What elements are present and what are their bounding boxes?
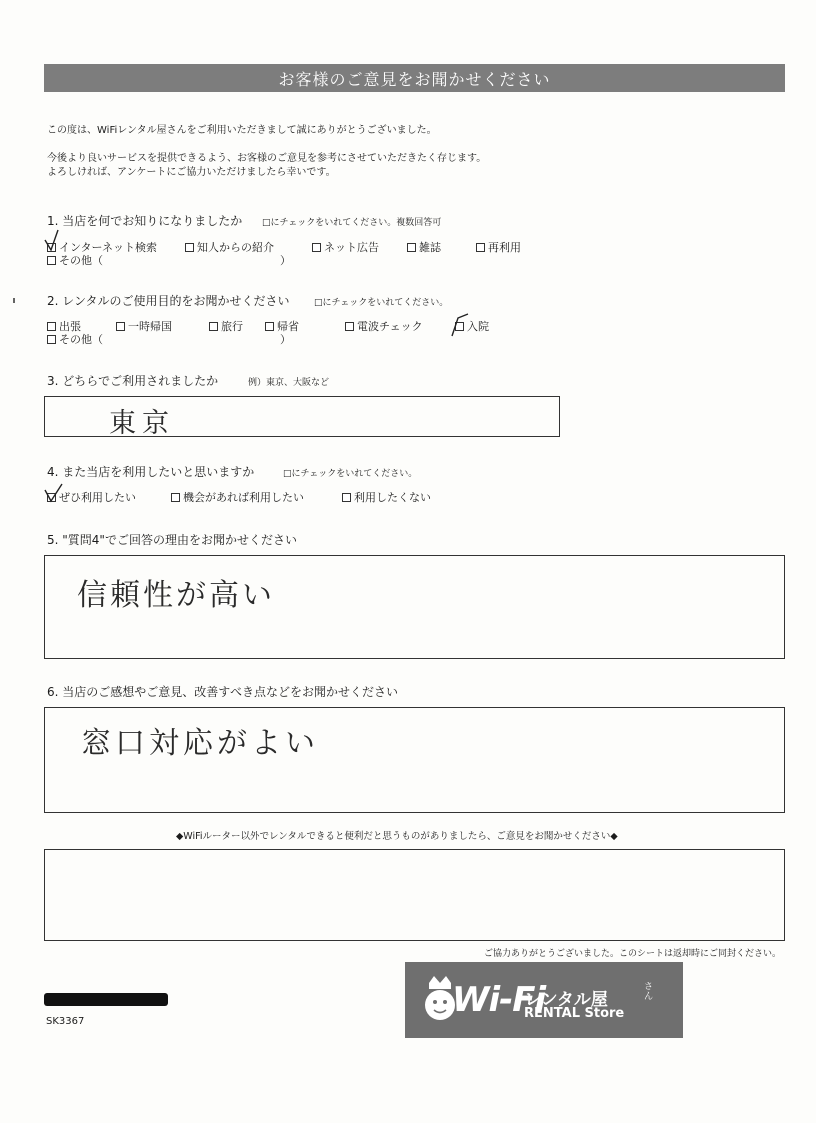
q6-answer-box[interactable] <box>44 707 785 813</box>
checkbox[interactable] <box>476 243 485 252</box>
form-title: お客様のご意見をお聞かせください <box>44 64 785 92</box>
q6-handwritten-answer: 窓口対応がよい <box>81 726 319 761</box>
q2-option-business-trip[interactable]: 出張 <box>47 318 81 334</box>
intro-line-1: この度は、WiFiレンタル屋さんをご利用いただきまして誠にありがとうございました。 <box>47 125 437 136</box>
q2-option-temporary-return[interactable]: 一時帰国 <box>116 318 172 334</box>
q2-option-hospital[interactable]: 入院 <box>455 318 489 334</box>
checkbox[interactable] <box>47 322 56 331</box>
q5-answer-box[interactable] <box>44 555 785 659</box>
logo-rental-store-text: RENTAL Store <box>524 1006 625 1021</box>
q2-option-signal-check[interactable]: 電波チェック <box>345 318 423 334</box>
q7-title: ◆WiFiルーター以外でレンタルできると便利だと思うものがありましたら、ご意見をお聞かせください◆ <box>176 831 618 842</box>
checkbox[interactable] <box>407 243 416 252</box>
checkbox[interactable] <box>171 493 180 502</box>
q3-note: 例）東京、大阪など <box>248 378 330 388</box>
q4-option-no[interactable]: 利用したくない <box>342 489 431 505</box>
intro-line-2: 今後より良いサービスを提供できるよう、お客様のご意見を参考にさせていただきたく存じます。 <box>47 153 487 164</box>
q5-handwritten-answer: 信頼性が高い <box>77 578 275 613</box>
q1-title: 1. 当店を何でお知りになりましたか <box>47 214 243 228</box>
q3-title: 3. どちらでご利用されましたか <box>47 374 219 388</box>
q2-note: □にチェックをいれてください。 <box>314 298 449 308</box>
checkbox[interactable] <box>116 322 125 331</box>
checkbox[interactable] <box>312 243 321 252</box>
q1-option-internet[interactable]: インターネット検索 <box>47 239 157 255</box>
checkbox[interactable] <box>345 322 354 331</box>
q3-handwritten-answer: 東京 <box>109 408 175 439</box>
q1-option-referral[interactable]: 知人からの紹介 <box>185 239 274 255</box>
q4-option-if-opportunity[interactable]: 機会があれば利用したい <box>171 489 304 505</box>
q4-title: 4. また当店を利用したいと思いますか <box>47 465 255 479</box>
q1-option-reuse[interactable]: 再利用 <box>476 239 521 255</box>
checkbox-checked[interactable] <box>455 322 464 331</box>
logo-rental-ya-text: レンタル屋 <box>524 990 608 1010</box>
q4-option-definitely[interactable]: ぜひ利用したい <box>47 489 136 505</box>
q2-option-homecoming[interactable]: 帰省 <box>265 318 299 334</box>
checkbox[interactable] <box>342 493 351 502</box>
q2-other-close-paren: ） <box>280 333 291 346</box>
logo-san-text: さん <box>644 982 654 1002</box>
logo-wifi-text: Wi-Fi <box>452 980 546 1020</box>
checkbox[interactable] <box>209 322 218 331</box>
q2-option-other[interactable]: その他（ <box>47 331 103 347</box>
q1-option-magazine[interactable]: 雑誌 <box>407 239 441 255</box>
q5-title: 5. "質問4"でご回答の理由をお聞かせください <box>47 533 297 547</box>
q2-option-travel[interactable]: 旅行 <box>209 318 243 334</box>
serial-number: SK3367 <box>46 1016 85 1027</box>
q3-answer-box[interactable] <box>44 396 560 437</box>
checkbox[interactable] <box>47 335 56 344</box>
checkbox-checked[interactable] <box>47 493 56 502</box>
checkbox-checked[interactable] <box>47 243 56 252</box>
q1-option-other[interactable]: その他（ <box>47 252 103 268</box>
q6-title: 6. 当店のご感想やご意見、改善すべき点などをお聞かせください <box>47 685 399 699</box>
q7-answer-box[interactable] <box>44 849 785 941</box>
q2-title: 2. レンタルのご使用目的をお聞かせください <box>47 294 290 308</box>
redacted-barcode-number <box>44 993 168 1006</box>
q4-note: □にチェックをいれてください。 <box>283 469 418 479</box>
q1-other-close-paren: ） <box>280 254 291 267</box>
intro-line-3: よろしければ、アンケートにご協力いただけましたら幸いです。 <box>47 167 336 178</box>
q1-note: □にチェックをいれてください。複数回答可 <box>262 218 442 228</box>
checkbox[interactable] <box>185 243 194 252</box>
footer-thanks: ご協力ありがとうございました。このシートは返却時にご同封ください。 <box>484 949 782 959</box>
checkbox[interactable] <box>47 256 56 265</box>
q1-option-net-ad[interactable]: ネット広告 <box>312 239 379 255</box>
checkbox[interactable] <box>265 322 274 331</box>
